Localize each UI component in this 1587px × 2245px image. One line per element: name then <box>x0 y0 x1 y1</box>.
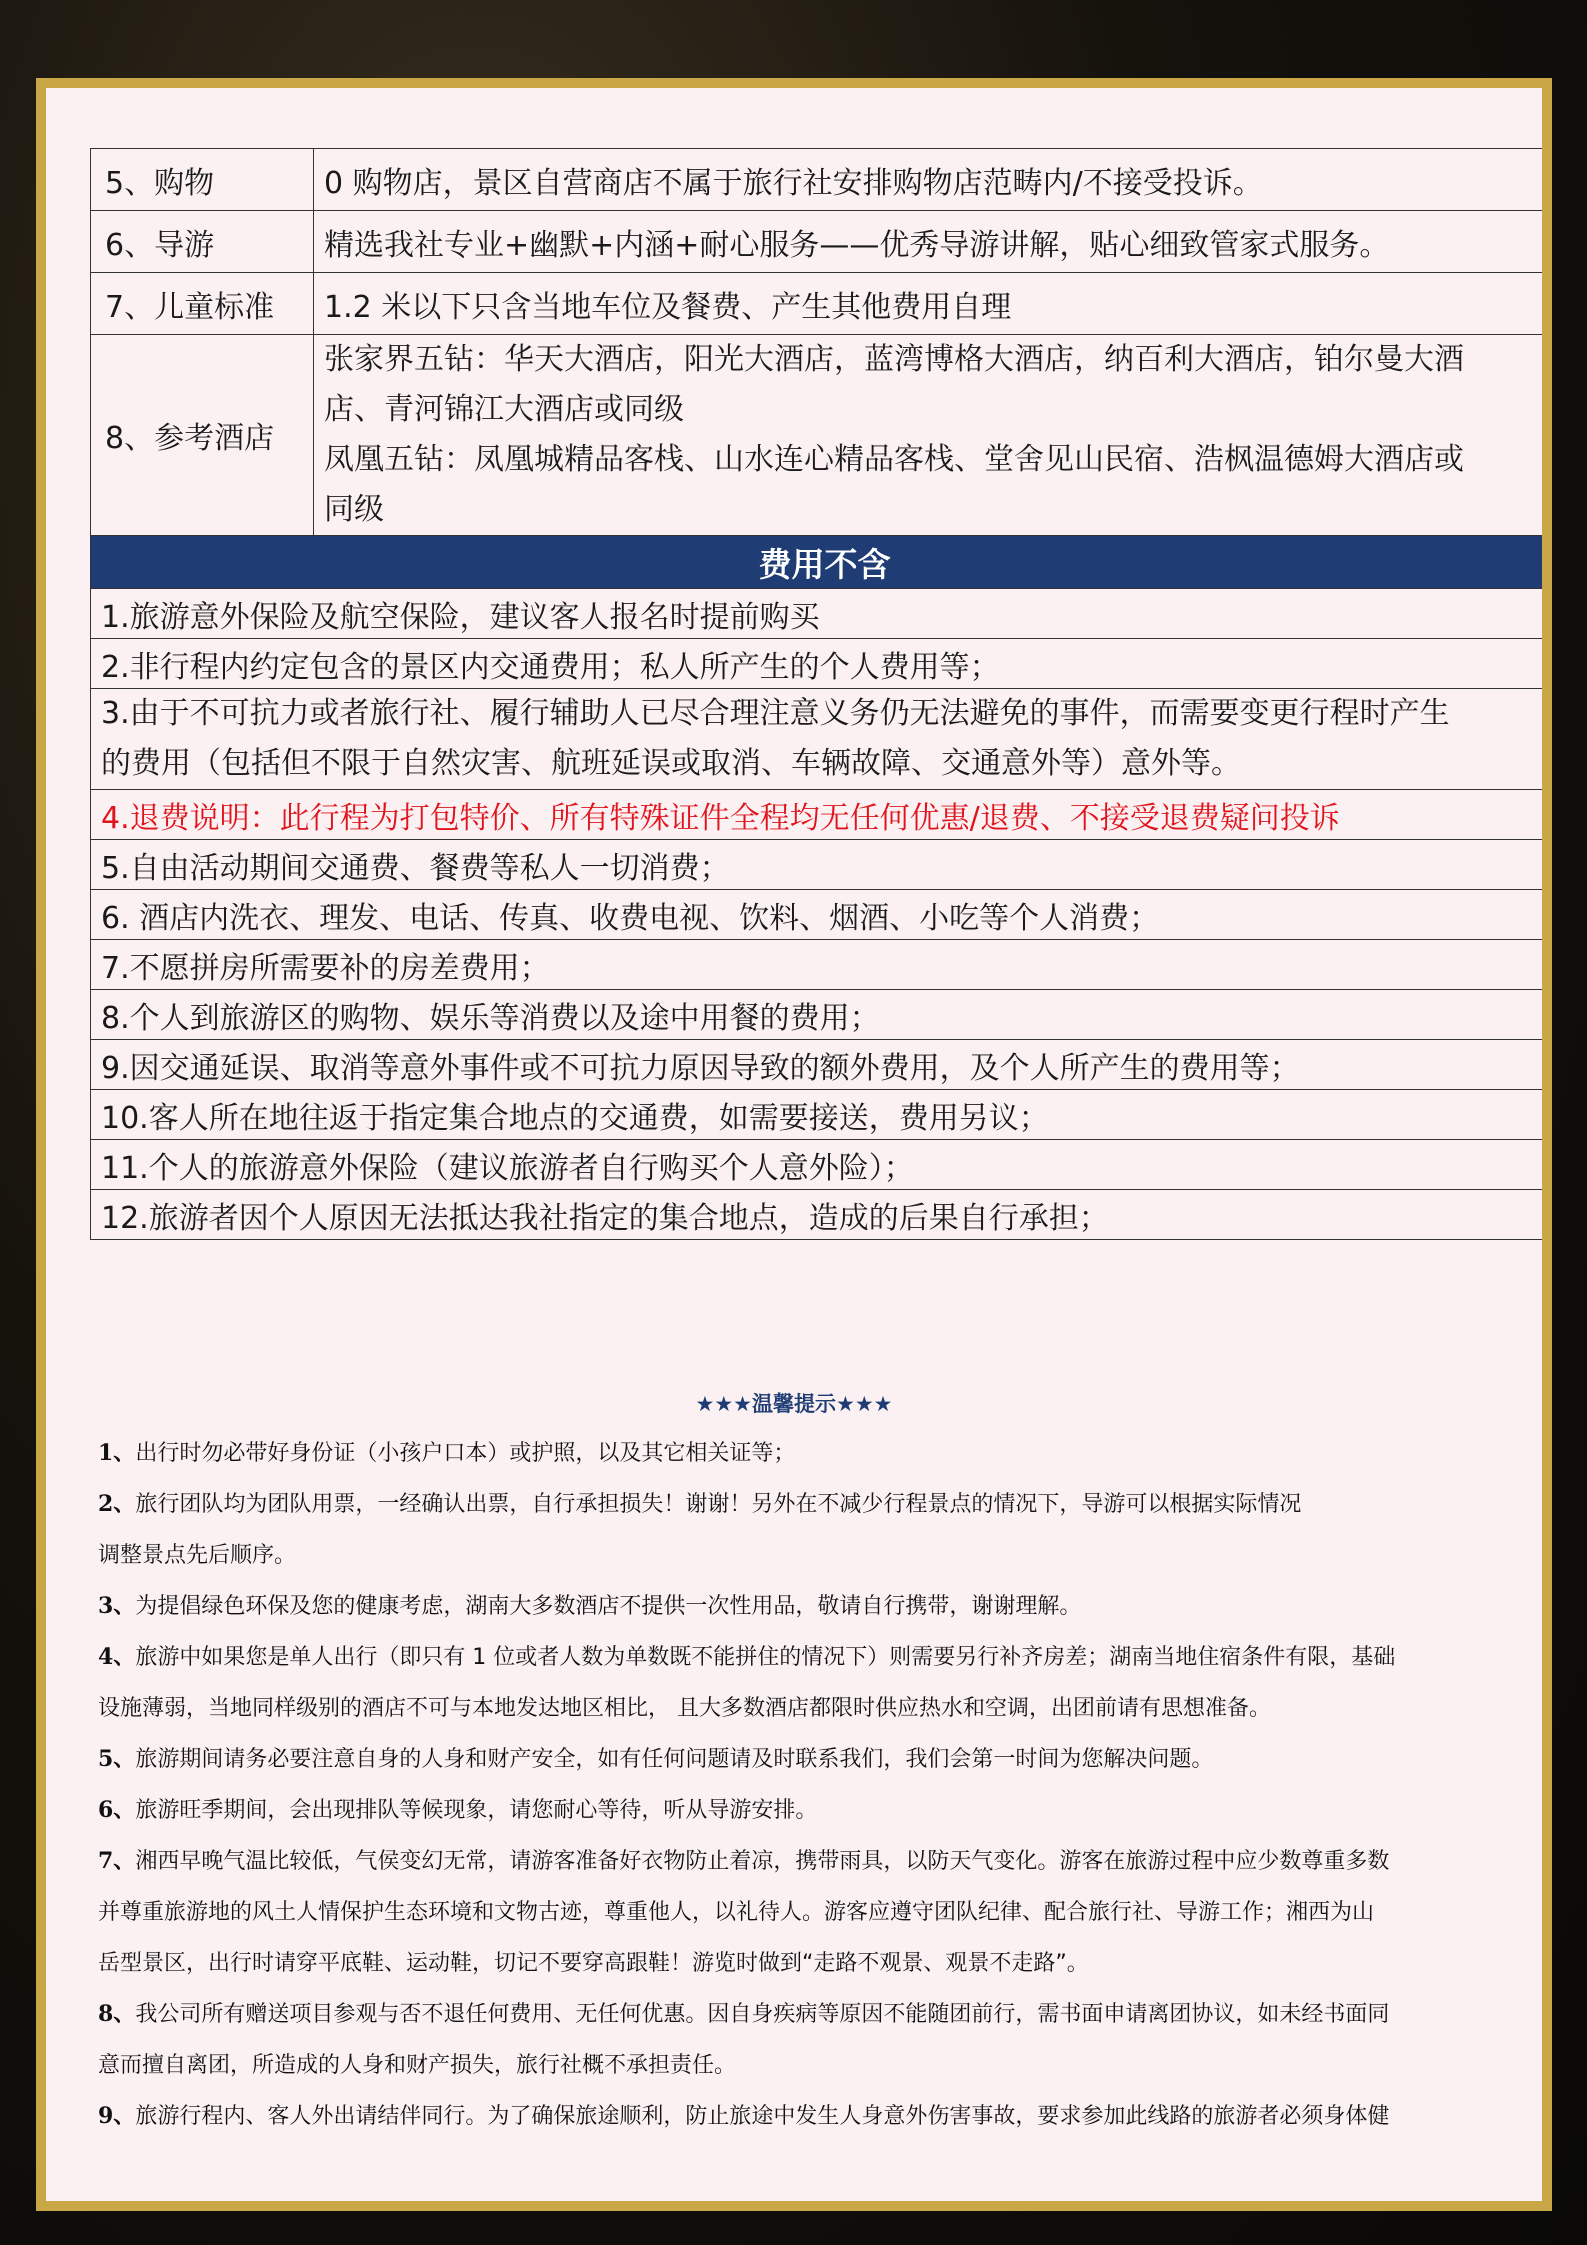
exclusion-item <box>91 689 1543 790</box>
zjj-hotels-line1: 张家界五钻：华天大酒店，阳光大酒店，蓝湾博格大酒店，纳百利大酒店，铂尔曼大酒 <box>324 342 1464 377</box>
exclusion-item: 7.不愿拼房所需要补的房差费用； <box>91 940 1543 990</box>
tip-text: 旅游行程内、客人外出请结伴同行。为了确保旅途顺利，防止旅途中发生人身意外伤害事故，要求参加此线路的旅游者必须身体健 <box>135 2104 1390 2129</box>
tip-line <box>98 1632 1538 1683</box>
exclusion-item: 1.旅游意外保险及航空保险，建议客人报名时提前购买 <box>91 589 1543 639</box>
exclusion-item: 12.旅游者因个人原因无法抵达我社指定的集合地点，造成的后果自行承担； <box>91 1190 1543 1240</box>
zjj-hotels-line2: 店、青河锦江大酒店或同级 <box>324 392 684 427</box>
table-row-shopping <box>91 149 1543 211</box>
tip-text: 岳型景区，出行时请穿平底鞋、运动鞋，切记不要穿高跟鞋！游览时做到“走路不观景、观景不走路”。 <box>98 1951 1089 1976</box>
table-row <box>91 1090 1543 1140</box>
row-label: 7、儿童标准 <box>91 273 314 335</box>
tip-text: 旅行团队均为团队用票，一经确认出票，自行承担损失！谢谢！另外在不减少行程景点的情况下，导游可以根据实际情况 <box>135 1492 1302 1517</box>
tip-line <box>98 1428 1538 1479</box>
table-row <box>91 790 1543 840</box>
tip-number: 5、 <box>98 1746 136 1772</box>
table-row <box>91 1140 1543 1190</box>
section-header-row <box>91 536 1543 589</box>
table-row <box>91 890 1543 940</box>
tip-number: 7、 <box>98 1848 136 1874</box>
tip-text: 并尊重旅游地的风土人情保护生态环境和文物古迹，尊重他人，以礼待人。游客应遵守团队纪律、配合旅行社、导游工作；湘西为山 <box>98 1900 1375 1925</box>
tip-line <box>98 1530 1538 1581</box>
exclusion-item: 8.个人到旅游区的购物、娱乐等消费以及途中用餐的费用； <box>91 990 1543 1040</box>
tip-text: 旅游旺季期间，会出现排队等候现象，请您耐心等待，听从导游安排。 <box>135 1798 818 1823</box>
tip-number: 1、 <box>98 1440 136 1466</box>
tip-text: 出行时勿必带好身份证（小孩户口本）或护照，以及其它相关证等； <box>135 1441 796 1466</box>
fh-hotels-line2: 同级 <box>324 492 384 527</box>
tip-number: 8、 <box>98 2001 136 2027</box>
exclusion-item: 10.客人所在地往返于指定集合地点的交通费，如需要接送，费用另议； <box>91 1090 1543 1140</box>
table-row-hotel <box>91 335 1543 536</box>
tip-line <box>98 1683 1538 1734</box>
tip-number: 9、 <box>98 2103 136 2129</box>
fh-hotels-line1: 凤凰五钻：凤凰城精品客栈、山水连心精品客栈、堂舍见山民宿、浩枫温德姆大酒店或 <box>324 442 1464 477</box>
tip-line <box>98 1887 1538 1938</box>
tip-text: 旅游期间请务必要注意自身的人身和财产安全，如有任何问题请及时联系我们，我们会第一时间为您解决问题。 <box>135 1747 1214 1772</box>
tip-line <box>98 1989 1538 2040</box>
table-row-guide <box>91 211 1543 273</box>
row-value: 1.2 米以下只含当地车位及餐费、产生其他费用自理 <box>314 273 1543 335</box>
table-row <box>91 689 1543 790</box>
table-row <box>91 1190 1543 1240</box>
tips-title: ★★★温馨提示★★★ <box>695 1392 893 1416</box>
table-row <box>91 1040 1543 1090</box>
section-header: 费用不含 <box>91 536 1543 589</box>
tip-line <box>98 2040 1538 2091</box>
exclusion-item: 11.个人的旅游意外保险（建议旅游者自行购买个人意外险）； <box>91 1140 1543 1190</box>
document-page <box>46 88 1542 2201</box>
tip-number: 6、 <box>98 1797 136 1823</box>
tip-number: 2、 <box>98 1491 136 1517</box>
gold-frame <box>36 78 1552 2211</box>
row-label: 6、导游 <box>91 211 314 273</box>
table-row <box>91 840 1543 890</box>
tip-number: 4、 <box>98 1644 136 1670</box>
tip-line <box>98 1785 1538 1836</box>
table-row <box>91 589 1543 639</box>
table-row-children <box>91 273 1543 335</box>
exclusion-item: 9.因交通延误、取消等意外事件或不可抗力原因导致的额外费用，及个人所产生的费用等； <box>91 1040 1543 1090</box>
row-label: 8、参考酒店 <box>91 335 314 536</box>
table-row <box>91 639 1543 689</box>
tip-text: 调整景点先后顺序。 <box>98 1543 297 1568</box>
tip-text: 意而擅自离团，所造成的人身和财产损失，旅行社概不承担责任。 <box>98 2053 737 2078</box>
tip-text: 设施薄弱，当地同样级别的酒店不可与本地发达地区相比， 且大多数酒店都限时供应热水和空调，出团前请有思想准备。 <box>98 1696 1271 1721</box>
exclusion-item: 2.非行程内约定包含的景区内交通费用；私人所产生的个人费用等； <box>91 639 1543 689</box>
tips-list <box>98 1428 1538 2142</box>
tip-text: 旅游中如果您是单人出行（即只有 1 位或者人数为单数既不能拼住的情况下）则需要另行补齐房差；湖南当地住宿条件有限，基础 <box>135 1645 1396 1670</box>
tip-text: 我公司所有赠送项目参观与否不退任何费用、无任何优惠。因自身疾病等原因不能随团前行，需书面申请离团协议，如未经书面同 <box>135 2002 1390 2027</box>
tip-line <box>98 1836 1538 1887</box>
tip-text: 为提倡绿色环保及您的健康考虑，湖南大多数酒店不提供一次性用品，敬请自行携带，谢谢理解。 <box>135 1594 1082 1619</box>
row-value: 精选我社专业+幽默+内涵+耐心服务——优秀导游讲解，贴心细致管家式服务。 <box>314 211 1543 273</box>
tip-line <box>98 1734 1538 1785</box>
tip-line <box>98 2091 1538 2142</box>
tip-number: 3、 <box>98 1593 136 1619</box>
tip-line <box>98 1581 1538 1632</box>
tip-line <box>98 1938 1538 1989</box>
tip-line <box>98 1479 1538 1530</box>
table-row <box>91 940 1543 990</box>
exclusion-line: 3.由于不可抗力或者旅行社、履行辅助人已尽合理注意义务仍无法避免的事件，而需要变更行程时产生 <box>101 696 1450 731</box>
exclusion-item: 5.自由活动期间交通费、餐费等私人一切消费； <box>91 840 1543 890</box>
exclusion-item: 6. 酒店内洗衣、理发、电话、传真、收费电视、饮料、烟酒、小吃等个人消费； <box>91 890 1543 940</box>
tip-text: 湘西早晚气温比较低，气侯变幻无常，请游客准备好衣物防止着凉，携带雨具，以防天气变化。游客在旅游过程中应少数尊重多数 <box>135 1849 1390 1874</box>
row-label: 5、购物 <box>91 149 314 211</box>
exclusion-line: 的费用（包括但不限于自然灾害、航班延误或取消、车辆故障、交通意外等）意外等。 <box>101 746 1241 781</box>
hotel-list <box>314 335 1543 536</box>
refund-notice: 4.退费说明：此行程为打包特价、所有特殊证件全程均无任何优惠/退费、不接受退费疑问投诉 <box>91 790 1543 840</box>
itinerary-table <box>90 148 1542 1240</box>
table-row <box>91 990 1543 1040</box>
row-value: 0 购物店，景区自营商店不属于旅行社安排购物店范畴内/不接受投诉。 <box>314 149 1543 211</box>
